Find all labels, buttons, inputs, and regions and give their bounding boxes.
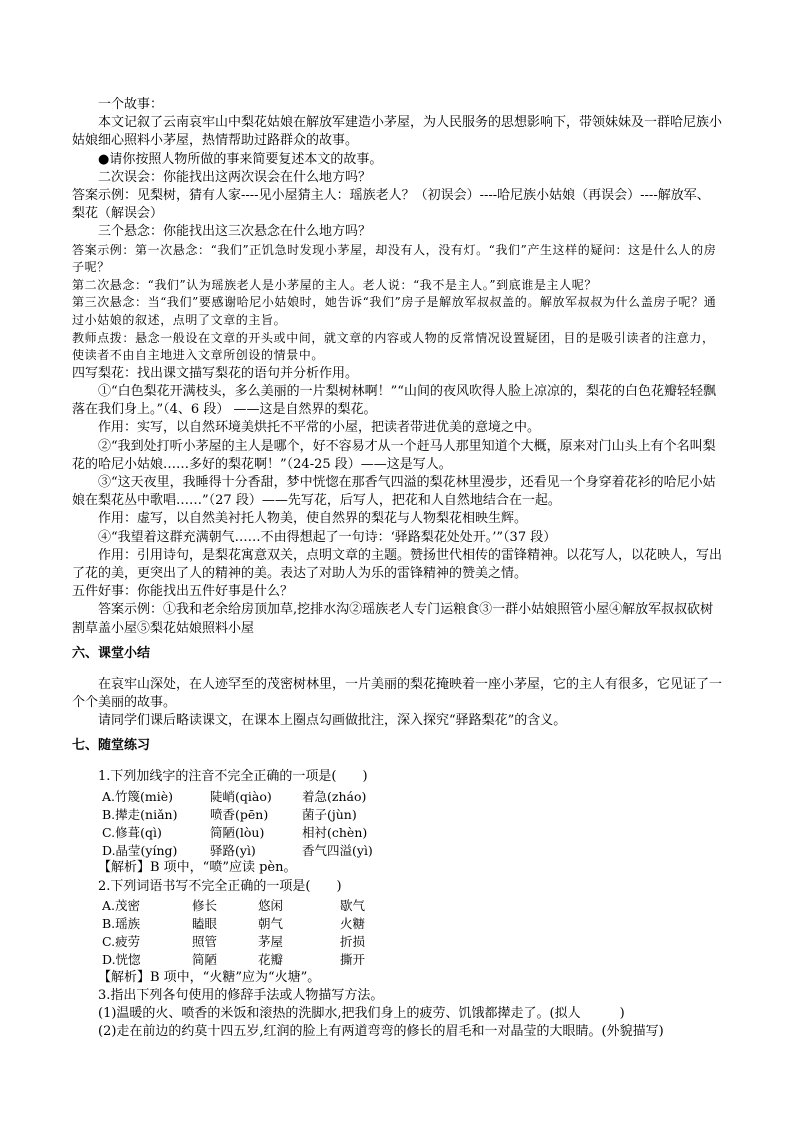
question-3-item-1: (1)温暖的火、喷香的米饭和滚热的洗脚水,把我们身上的疲劳、饥饿都撵走了。(拟人 ) [98, 1005, 625, 1021]
suspense-question: 三个悬念：你能找出这三次悬念在什么地方吗？ [98, 224, 372, 240]
option-row [102, 914, 365, 932]
quote-1: ①“白色梨花开满枝头，多么美丽的一片梨树林啊！”“山间的夜风吹得人脸上凉凉的，梨花的白色花瓣轻轻飘落在我们身上。”（4、6 段） ——这是自然界的梨花。 [72, 383, 716, 418]
quote-3: ③“这天夜里，我睡得十分香甜，梦中恍惚在那香气四溢的梨花林里漫步，还看见一个身穿着花衫的哈尼小姑娘在梨花丛中歌唱……”（27 段）——先写花，后写人，把花和人自然地结合在一起。 [72, 475, 716, 509]
quote-2: ②“我到处打听小茅屋的主人是哪个，好不容易才从一个赶马人那里知道个大概，原来对门山头上有个名叫梨花的哈尼小姑娘……多好的梨花啊！”（24-25 段）——这是写人。 [72, 438, 716, 472]
option-cell: B.撵走(niǎn) [102, 806, 178, 822]
option-cell: 折损 [340, 934, 366, 950]
question-2-analysis: 【解析】B 项中，“火糖”应为“火塘”。 [98, 969, 321, 985]
option-cell: 悠闲 [258, 897, 284, 913]
question-3-item-2: (2)走在前边的约莫十四五岁,红润的脸上有两道弯弯的修长的眉毛和一对晶莹的大眼睛。(外貌描写) [98, 1024, 664, 1040]
option-row [102, 841, 407, 859]
option-cell: 照管 [192, 934, 218, 950]
option-row [102, 823, 407, 841]
option-cell: C.修葺(qì) [102, 825, 162, 841]
misunderstanding-answer: 答案示例：见梨树，猜有人家----见小屋猜主人：瑶族老人？（初误会）----哈尼族小姑娘（再误会）----解放军、梨花（解误会） [72, 188, 710, 222]
effect-4: 作用：引用诗句，是梨花寓意双关，点明文章的主题。赞扬世代相传的雷锋精神。以花写人，以花映人，写出了花的美，更突出了人的精神的美。表达了对助人为乐的雷锋精神的赞美之情。 [72, 547, 723, 582]
document-page [72, 96, 722, 1041]
misunderstanding-question: 二次误会：你能找出这两次误会在什么地方吗？ [98, 169, 372, 185]
question-1-options [102, 787, 407, 860]
section-6-heading: 六、课堂小结 [72, 645, 151, 661]
option-cell: 着急(zháo) [302, 788, 367, 804]
option-cell: 菌子(jùn) [302, 806, 357, 822]
suspense-answer-3: 第三次悬念：当“我们”要感谢哈尼小姑娘时，她告诉“我们”房子是解放军叔叔盖的。解放军叔叔为什么盖房子呢？通过小姑娘的叙述，点明了文章的主旨。 [72, 295, 717, 327]
question-1-analysis: 【解析】B 项中，“喷”应读 pèn。 [98, 860, 297, 876]
option-cell: 驿路(yì) [210, 843, 256, 859]
option-row [102, 932, 365, 950]
suspense-answer-2: 第二次悬念：“我们”认为瑶族老人是小茅屋的主人。老人说：“我不是主人。”到底谁是主人呢？ [72, 277, 597, 292]
summary-paragraph: 在哀牢山深处，在人迹罕至的茂密树林里，一片美丽的梨花掩映着一座小茅屋，它的主人有很多，它见证了一个个美丽的故事。 [72, 676, 723, 711]
question-2: 2.下列词语书写不完全正确的一项是( ) [98, 878, 342, 894]
good-deeds-answer: 答案示例：①我和老余给房顶加草,挖排水沟②瑶族老人专门运粮食③一群小姑娘照管小屋④解放军叔叔砍树割草盖小屋⑤梨花姑娘照料小屋 [72, 602, 714, 636]
question-3: 3.指出下列各句使用的修辞手法或人物描写方法。 [98, 987, 384, 1003]
option-cell: 歇气 [340, 897, 366, 913]
effect-1: 作用：实写，以自然环境美烘托不平常的小屋，把读者带进优美的意境之中。 [98, 420, 541, 436]
option-row [102, 787, 407, 805]
option-cell: 简陋 [192, 952, 218, 968]
question-1: 1.下列加线字的注音不完全正确的一项是( ) [98, 769, 368, 785]
pear-flower-question: 四写梨花：找出课文描写梨花的语句并分析作用。 [72, 365, 359, 381]
option-cell: 茅屋 [258, 934, 284, 950]
option-row [102, 950, 365, 968]
option-cell: C.疲劳 [102, 934, 141, 950]
retell-prompt: ●请你按照人物所做的事来简要复述本文的故事。 [98, 151, 383, 167]
option-cell: A.竹篾(miè) [102, 788, 174, 804]
option-cell: 相衬(chèn) [302, 825, 368, 841]
story-summary: 本文记叙了云南哀牢山中梨花姑娘在解放军建造小茅屋，为人民服务的思想影响下，带领妹妹及一群哈尼族小姑娘细心照料小茅屋，热情帮助过路群众的故事。 [72, 115, 723, 149]
option-cell: D.晶莹(yíng) [102, 843, 178, 859]
option-row [102, 805, 407, 823]
homework-paragraph: 请同学们课后略读课文，在课本上圈点勾画做批注，深入探究“驿路梨花”的含义。 [98, 713, 567, 729]
option-cell: 瞌眼 [192, 915, 218, 931]
good-deeds-question: 五件好事：你能找出五件好事是什么？ [72, 584, 294, 600]
option-cell: 修长 [192, 897, 218, 913]
option-cell: B.瑶族 [102, 915, 141, 931]
option-cell: 陡峭(qiào) [210, 788, 272, 804]
option-cell: 香气四溢(yì) [302, 843, 373, 859]
option-cell: 简陋(lòu) [210, 825, 265, 841]
option-cell: 朝气 [258, 915, 284, 931]
section-7-heading: 七、随堂练习 [72, 738, 151, 754]
option-cell: 喷香(pēn) [210, 806, 269, 822]
option-cell: A.茂密 [102, 897, 141, 913]
option-cell: 火糖 [340, 915, 366, 931]
teacher-tip: 教师点拨：悬念一般设在文章的开头或中间，就文章的内容或人物的反常情况设置疑团，目的是吸引读者的注意力，使读者不由自主地进入文章所创设的情景中。 [72, 330, 715, 363]
quote-4: ④“我望着这群充满朝气……不由得想起了一句诗：‘驿路梨花处处开。’”（37 段） [98, 529, 557, 545]
option-cell: 撕开 [340, 952, 366, 968]
option-cell: D.恍惚 [102, 952, 141, 968]
option-cell: 花瓣 [258, 952, 284, 968]
suspense-answer-1: 答案示例：第一次悬念：“我们”正饥急时发现小茅屋，却没有人，没有灯。“我们”产生这样的疑问：这是什么人的房子呢？ [72, 242, 717, 275]
effect-3: 作用：虚写，以自然美衬托人物美，使自然界的梨花与人物梨花相映生辉。 [98, 511, 528, 527]
option-row [102, 896, 365, 914]
question-2-options [102, 896, 365, 969]
story-title: 一个故事： [98, 97, 164, 112]
